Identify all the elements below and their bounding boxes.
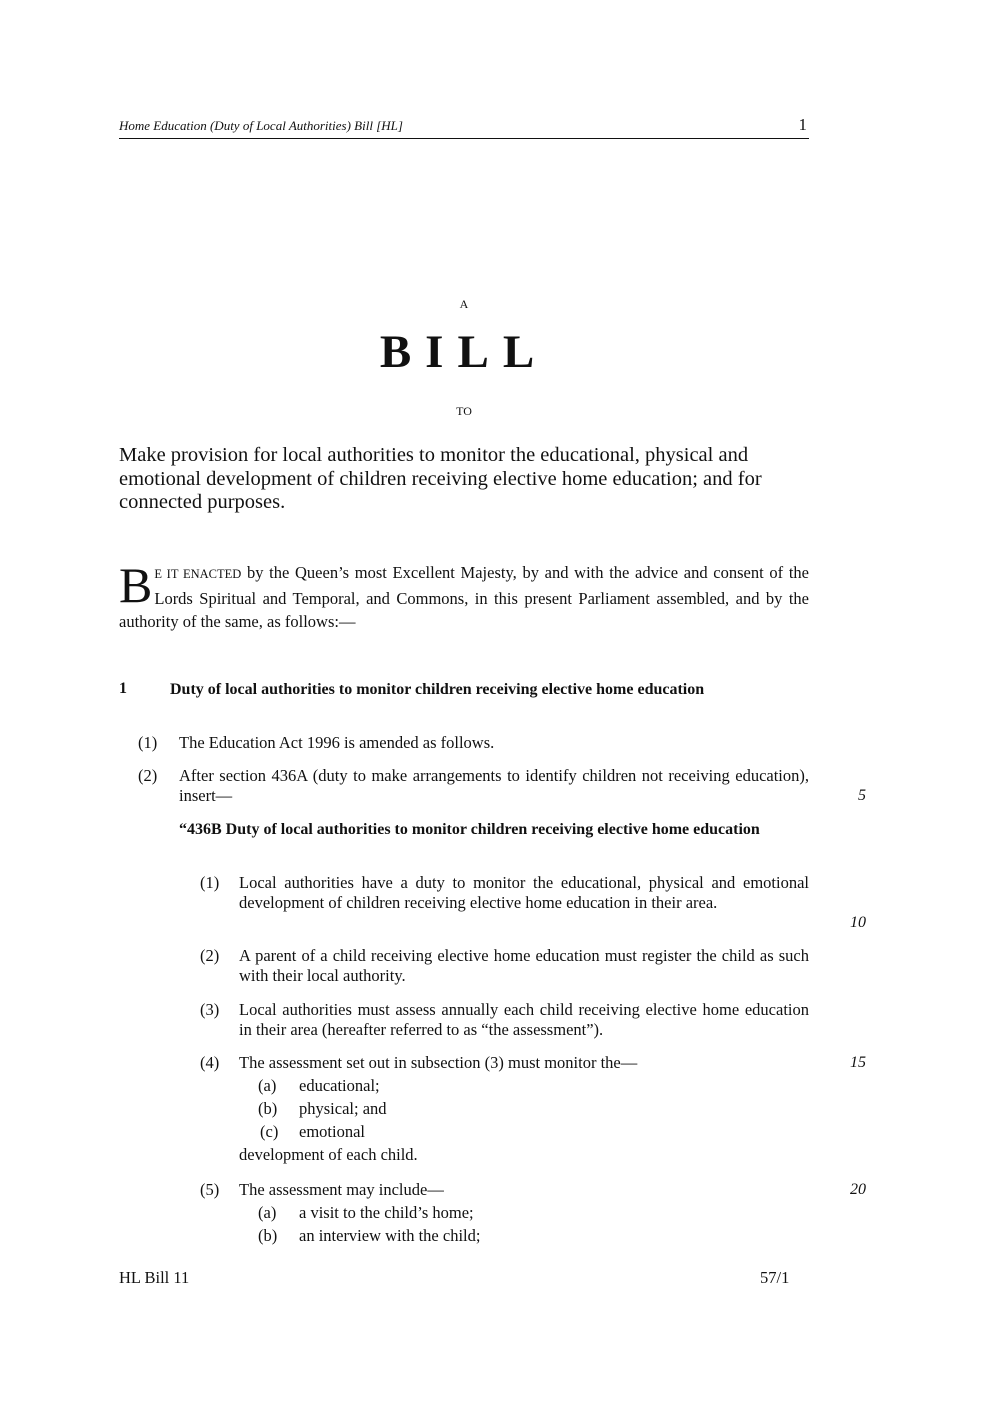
bill-reference: HL Bill 11 (119, 1268, 190, 1287)
paragraph-letter: (b) (258, 1099, 278, 1118)
a-label: A (459, 297, 469, 311)
inserted-subsection-number: (3) (200, 1000, 220, 1019)
inserted-subsection-text: The assessment may include— (239, 1180, 444, 1199)
subsection-number: (1) (138, 733, 158, 752)
inserted-subsection-text: Local authorities must assess annually each child receiving elective home education in their area (hereafter referred to as “the assessment”). (239, 1000, 809, 1039)
inserted-subsection-number: (4) (200, 1053, 220, 1072)
subsection-text: The Education Act 1996 is amended as follows. (179, 733, 495, 752)
running-header (119, 116, 809, 139)
dropcap: B (119, 557, 153, 613)
section-number: 1 (119, 680, 127, 697)
line-number: 10 (850, 914, 866, 931)
inserted-subsection-text: The assessment set out in subsection (3) must monitor the— (239, 1053, 638, 1072)
inserted-section-number: “436B (179, 821, 222, 838)
inserted-subsection-number: (5) (200, 1180, 220, 1199)
bill-title: BILL (379, 326, 549, 378)
paragraph-letter: (c) (260, 1122, 279, 1141)
line-number: 5 (858, 787, 866, 804)
enacting-text: by the Queen’s most Excellent Majesty, by and with the advice and consent of the Lords Spiritual and Temporal, and Commons, in this present Parliament assembled, and by the authority of the same, as follows:— (119, 563, 809, 631)
subsection-text: After section 436A (duty to make arrangements to identify children not receiving education), insert— (179, 766, 809, 805)
paragraph-letter: (a) (258, 1203, 277, 1222)
paragraph-text: an interview with the child; (299, 1226, 481, 1245)
page-number: 1 (798, 115, 807, 134)
line-number: 20 (850, 1181, 866, 1198)
section-heading: Duty of local authorities to monitor children receiving elective home education (170, 681, 705, 698)
paragraph-text: physical; and (299, 1099, 387, 1118)
inserted-subsection-number: (1) (200, 873, 220, 892)
paragraph-text: emotional (299, 1122, 365, 1141)
inserted-subsection-text: A parent of a child receiving elective home education must register the child as such with their local authority. (239, 946, 809, 985)
subsection-tail: development of each child. (239, 1145, 418, 1164)
running-title: Home Education (Duty of Local Authorities) Bill [HL] (119, 118, 403, 133)
subsection-number: (2) (138, 766, 158, 785)
paragraph-letter: (a) (258, 1076, 277, 1095)
enacting-formula (119, 557, 809, 634)
paragraph-text: a visit to the child’s home; (299, 1203, 474, 1222)
inserted-subsection-number: (2) (200, 946, 220, 965)
long-title: Make provision for local authorities to monitor the educational, physical and emotional development of children receiving elective home education; and for connected purposes. (119, 444, 762, 513)
inserted-section-heading (179, 820, 870, 840)
inserted-heading-text: Duty of local authorities to monitor children receiving elective home education (225, 821, 760, 838)
paragraph-text: educational; (299, 1076, 380, 1095)
print-reference: 57/1 (760, 1268, 790, 1287)
paragraph-letter: (b) (258, 1226, 278, 1245)
inserted-subsection-text: Local authorities have a duty to monitor the educational, physical and emotional development of children receiving elective home education in their area. (239, 873, 809, 912)
line-number: 15 (850, 1054, 866, 1071)
enacting-smallcaps: E IT ENACTED (154, 567, 242, 581)
to-label: TO (456, 404, 472, 418)
